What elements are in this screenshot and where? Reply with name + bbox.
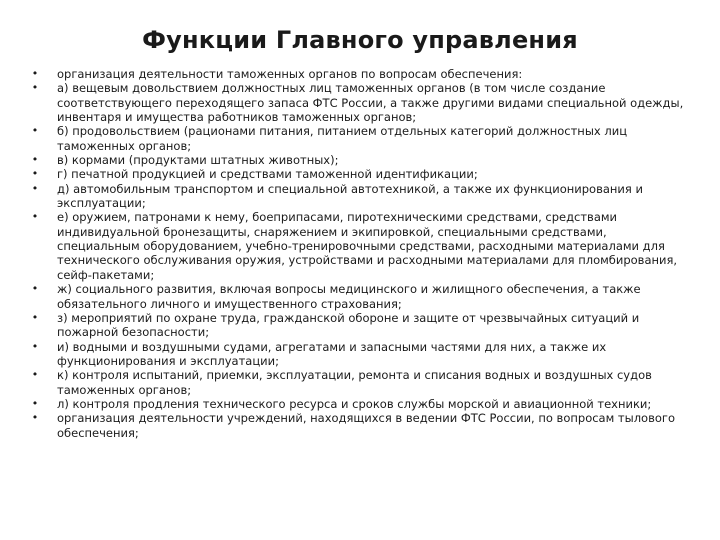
list-item xyxy=(30,124,690,153)
bullet-icon: • xyxy=(31,124,39,138)
list-item-text: б) продовольствием (рационами питания, питанием отдельных категорий должностных лиц таможенных органов; xyxy=(57,124,628,153)
list-item xyxy=(30,397,690,411)
bullet-icon: • xyxy=(31,339,39,353)
bullet-icon: • xyxy=(31,167,39,181)
list-item xyxy=(30,411,690,440)
list-item xyxy=(30,368,690,397)
bullet-icon: • xyxy=(31,411,39,425)
list-item-text: з) мероприятий по охране труда, гражданской обороне и защите от чрезвычайных ситуаций и пожарной безопасности; xyxy=(57,310,640,340)
list-item xyxy=(30,81,690,124)
list-item xyxy=(30,67,690,81)
function-list xyxy=(30,67,690,440)
bullet-icon: • xyxy=(31,153,39,167)
bullet-icon: • xyxy=(31,368,39,382)
list-item-text: организация деятельности учреждений, находящихся в ведении ФТС России, по вопросам тылового обеспечения; xyxy=(57,411,675,440)
bullet-icon: • xyxy=(31,81,39,95)
bullet-icon: • xyxy=(31,67,39,80)
bullet-icon: • xyxy=(31,310,39,324)
list-item-text: д) автомобильным транспортом и специальной автотехникой, а также их функционирования и эксплуатации; xyxy=(57,181,643,211)
slide-title: Функции Главного управления xyxy=(142,26,578,54)
bullet-icon: • xyxy=(31,210,39,224)
list-item xyxy=(30,282,690,311)
list-item-text: г) печатной продукцией и средствами таможенной идентификации; xyxy=(57,167,478,182)
list-item-text: а) вещевым довольствием должностных лиц таможенных органов (в том числе создание соответствующего переходящего запаса ФТС России, а также другими видами специальной одежды, инвентаря и имущества работников таможенных органов; xyxy=(57,81,684,125)
list-item xyxy=(30,153,690,167)
list-item-text: л) контроля продления технического ресурса и сроков службы морской и авиационной техники; xyxy=(57,396,652,411)
list-item-text: организация деятельности таможенных органов по вопросам обеспечения: xyxy=(57,67,523,81)
list-item-text: е) оружием, патронами к нему, боеприпасами, пиротехническими средствами, средствами индивидуальной бронезащиты, снаряжением и экипировкой, специальными средствами, специальным оборудованием, учебно-тренировочными средствами, расходными материалами для технического обслуживания оружия, устройствами и расходными материалами для пломбирования, сейф-пакетами; xyxy=(57,210,678,282)
list-item xyxy=(30,311,690,340)
list-item-text: и) водными и воздушными судами, агрегатами и запасными частями для них, а также их функционирования и эксплуатации; xyxy=(57,339,607,368)
list-item xyxy=(30,210,690,282)
list-item xyxy=(30,340,690,369)
bullet-icon: • xyxy=(31,396,39,410)
list-item-text: в) кормами (продуктами штатных животных); xyxy=(57,153,339,168)
bullet-icon: • xyxy=(31,181,39,195)
list-item-text: ж) социального развития, включая вопросы медицинского и жилищного обеспечения, а также обязательного личного и имущественного страхования; xyxy=(57,282,641,311)
bullet-icon: • xyxy=(31,282,39,296)
list-item xyxy=(30,182,690,211)
list-item-text: к) контроля испытаний, приемки, эксплуатации, ремонта и списания водных и воздушных судов таможенных органов; xyxy=(57,368,652,397)
list-item xyxy=(30,167,690,181)
